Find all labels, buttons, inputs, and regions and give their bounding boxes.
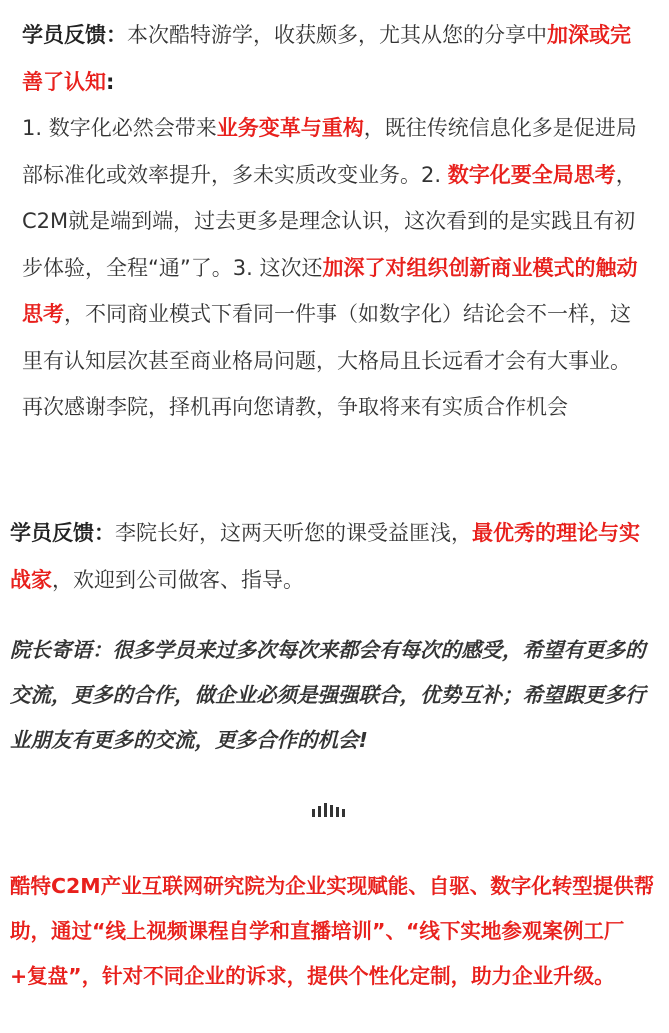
- feedback-label: 学员反馈：: [10, 521, 115, 545]
- highlight-text: 数字化要全局思考: [447, 162, 616, 187]
- student-feedback-1: [22, 12, 647, 431]
- feedback-text: 1. 数字化必然会带来: [22, 116, 217, 140]
- highlight-text: 业务变革与重构: [216, 116, 364, 140]
- feedback-text: 本次酷特游学，收获颇多，尤其从您的分享中: [127, 23, 547, 47]
- promo-text: 酷特C2M产业互联网研究院为企业实现赋能、自驱、数字化转型提供帮助，通过“线上视频课程自学和直播培训”、“线下实地参观案例工厂+复盘”，针对不同企业的诉求，提供个性化定制，助力企业升级。: [10, 874, 655, 988]
- highlight-text: 最优秀的理论与实战家: [10, 521, 640, 592]
- bar-separator-icon: [312, 803, 346, 817]
- dean-message: 院长寄语：很多学员来过多次每次来都会有每次的感受，希望有更多的交流，更多的合作，做企业必须是强强联合，优势互补；希望跟更多行业朋友有更多的交流，更多合作的机会!: [10, 638, 646, 752]
- feedback-label: 学员反馈：: [22, 23, 127, 47]
- highlight-text: 加深或完善了认知: [22, 23, 631, 94]
- feedback-text: ，既往传统信息化多是促进局部标准化或效率提升，多未实质改变业务。2.: [22, 116, 637, 187]
- feedback-text: 再次感谢李院，择机再向您请教，争取将来有实质合作机会: [22, 395, 568, 419]
- highlight-text: 加深了对组织创新商业模式的触动思考: [22, 255, 638, 326]
- feedback-text: ，欢迎到公司做客、指导。: [52, 567, 304, 592]
- feedback-text: ，C2M就是端到端，过去更多是理念认识，这次看到的是实践且有初步体验，全程“通”了。3. 这次还: [22, 162, 637, 280]
- feedback-text: :: [106, 69, 115, 94]
- feedback-text: 李院长好，这两天听您的课受益匪浅，: [115, 521, 472, 545]
- student-feedback-2: [10, 510, 658, 603]
- feedback-text: ，不同商业模式下看同一件事（如数字化）结论会不一样，这里有认知层次甚至商业格局问题，大格局且长远看才会有大事业。: [22, 302, 631, 373]
